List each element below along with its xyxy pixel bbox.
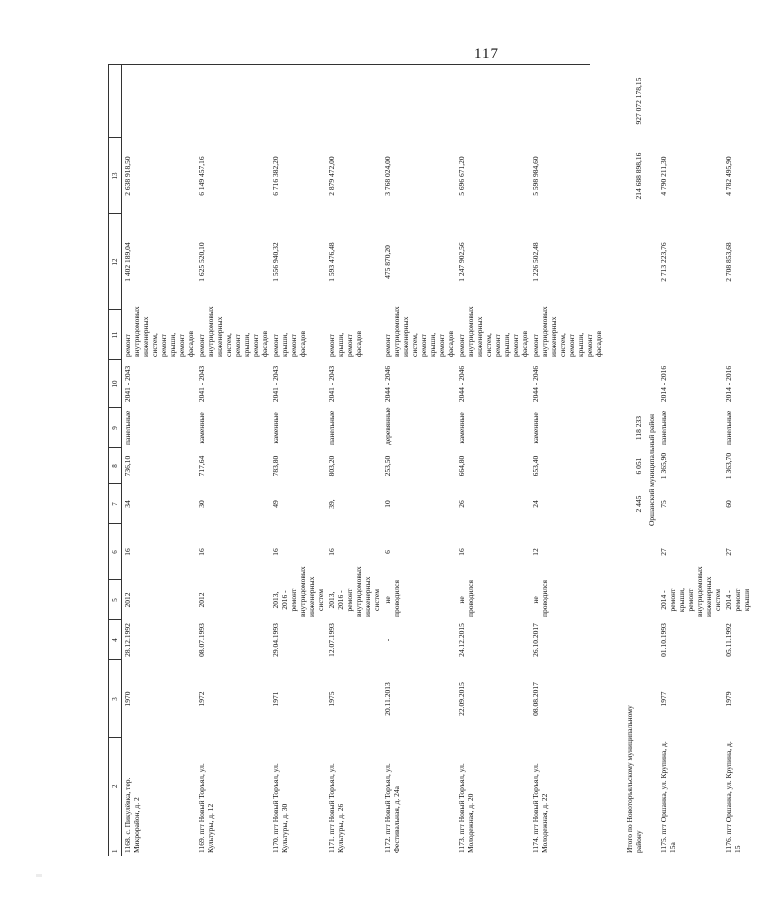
row-address: пгт Новый Торъял, ул. Культуры, д. 30 (271, 763, 289, 853)
table-cell-floors: 12 (531, 548, 540, 556)
col-number: 11 (109, 310, 122, 360)
table-cell-cost-b: 6 149 457,16 (197, 156, 206, 196)
scan-artifact (36, 874, 42, 877)
table-cell-material: деревянные (383, 407, 392, 445)
table-cell-floors: 16 (123, 548, 132, 556)
table-cell-year-built: 1977 (659, 691, 668, 707)
rotated-table-area (108, 64, 751, 856)
table-cell-material: панельные (123, 410, 132, 445)
table-cell-units: 30 (197, 500, 206, 508)
total-cost-a: 214 688 898,16 (634, 152, 643, 200)
table-cell-area: 736,10 (123, 455, 132, 477)
table-cell-period: 2044 - 2046 (383, 365, 392, 403)
table-cell-material: панельные (724, 410, 733, 445)
table-cell-works: ремонт внутридомовых инженерных систем, ремонт крыши, ремонт фасадов (197, 306, 269, 357)
table-cell-units: 49 (271, 500, 280, 508)
table-cell-period: 2044 - 2046 (531, 365, 540, 403)
table-cell-floors: 27 (659, 548, 668, 556)
table-cell-works: ремонт крыши, ремонт фасадов (327, 330, 363, 357)
table-cell-cost-b: 4 790 211,30 (659, 156, 668, 196)
table-cell-area: 253,50 (383, 455, 392, 477)
row-number: 1172. (383, 836, 392, 853)
table-cell-cost-b: 2 638 918,50 (123, 156, 132, 196)
table-cell-cost-a: 1 625 520,10 (197, 242, 206, 282)
table-cell-last-repair: 2013, 2016 - ремонт внутридомовых инженерных систем (271, 566, 325, 617)
table-cell-floors: 16 (271, 548, 280, 556)
table-cell-last-repair: не проводился (531, 580, 549, 617)
table-cell-cost-b: 3 768 024,00 (383, 156, 392, 196)
table-cell-units: 75 (659, 500, 668, 508)
table-cell-year-built: 1970 (123, 691, 132, 707)
table-cell-privatized: 05.11.1992 (724, 623, 733, 657)
table-row (270, 64, 326, 856)
table-cell-cost-b: 6 716 382,20 (271, 156, 280, 196)
row-number: 1175. (659, 836, 668, 853)
table-cell-period: 2044 - 2046 (457, 365, 466, 403)
table-row (723, 64, 771, 856)
total-label: Итого по Новоторъяльскому муниципальному району (625, 705, 643, 853)
table-cell-cost-b: 4 782 495,90 (724, 156, 733, 196)
table-cell-year-built: 1979 (724, 691, 733, 707)
table-cell-area: 653,40 (531, 455, 540, 477)
table-cell-year-built: 1971 (271, 691, 280, 707)
table-cell-cost-b: 5 598 984,60 (531, 156, 540, 196)
table-cell-cost-a: 1 556 940,32 (271, 242, 280, 282)
page-number: 117 (474, 46, 499, 62)
table-cell-area: 717,64 (197, 455, 206, 477)
table-cell-units: 26 (457, 500, 466, 508)
table-cell-address (530, 738, 604, 856)
col-number: 4 (109, 620, 122, 660)
table-cell-cost-a: 2 708 853,68 (724, 242, 733, 282)
total-floors: 2 445 (634, 495, 643, 513)
table-cell-floors: 27 (724, 548, 733, 556)
row-number: 1171. (327, 836, 336, 853)
table-cell-units: 24 (531, 500, 540, 508)
table-cell-year-built: 08.08.2017 (531, 682, 540, 716)
table-cell-floors: 16 (327, 548, 336, 556)
table-cell-area: 664,80 (457, 455, 466, 477)
col-number: 7 (109, 484, 122, 524)
col-number-1-2 (109, 738, 122, 856)
table-row (658, 64, 723, 856)
row-address: пгт Новый Торъял, ул. Культуры, д. 12 (197, 763, 215, 853)
row-number: 1174. (531, 836, 540, 853)
table-cell-material: каменные (197, 412, 206, 444)
table-cell-address (658, 738, 723, 856)
table-body-novotoryal (122, 64, 605, 856)
table-cell-year-built: 22.09.2015 (457, 682, 466, 716)
table-cell-period: 2041 - 2043 (123, 365, 132, 403)
table-body-orshanka (658, 64, 771, 856)
table-cell-address (196, 738, 270, 856)
table-cell-cost-a: 475 870,20 (383, 245, 392, 279)
total-row (604, 64, 644, 856)
table-cell-privatized: - (383, 638, 392, 642)
table-cell-area: 1 365,90 (659, 452, 668, 480)
table-cell-year-built: 1972 (197, 691, 206, 707)
col-number: 8 (109, 448, 122, 484)
district-heading: Оршанский муниципальный район (646, 413, 656, 527)
table-cell-last-repair: 2013, 2016 - ремонт внутридомовых инженерных систем (327, 566, 381, 617)
table-cell-last-repair: не проводился (383, 580, 401, 617)
table-cell-works: ремонт внутридомовых инженерных систем, ремонт крыши, ремонт фасадов (531, 306, 603, 357)
table-cell-address (326, 738, 382, 856)
col-number: 10 (109, 360, 122, 408)
table-row (456, 64, 530, 856)
table-cell-period: 2014 - 2016 (724, 365, 733, 403)
table-cell-floors: 16 (197, 548, 206, 556)
table-cell-units: 60 (724, 500, 733, 508)
table-cell-privatized: 26.10.2017 (531, 623, 540, 657)
column-number-row (109, 64, 122, 856)
col-number: 2 (110, 784, 119, 788)
table-cell-period: 2014 - 2016 (659, 365, 668, 403)
total-units: 6 051 (634, 457, 643, 475)
table-cell-address (270, 738, 326, 856)
table-cell-cost-a: 2 713 223,76 (659, 242, 668, 282)
row-address: пгт Оршанка, ул. Крупина, д. 15а (659, 741, 677, 853)
table-cell-cost-a: 1 402 189,04 (123, 242, 132, 282)
table-cell-last-repair: 2012 (123, 592, 132, 608)
table-cell-year-built: 1975 (327, 691, 336, 707)
table-cell-works: ремонт внутридомовых инженерных систем, ремонт крыши, ремонт фасадов (457, 306, 529, 357)
col-number: 6 (109, 524, 122, 580)
col-number: 9 (109, 408, 122, 448)
table-cell-privatized: 29.04.1993 (271, 623, 280, 657)
table-cell-area: 803,20 (327, 455, 336, 477)
table-cell-last-repair: 2014 - ремонт крыши, ремонт внутридомовых инженерных систем (659, 566, 722, 617)
col-number: 5 (109, 580, 122, 620)
row-number: 1173. (457, 836, 466, 853)
table-cell-material: панельные (327, 410, 336, 445)
table-row (196, 64, 270, 856)
row-address: пгт Новый Торъял, ул. Фестивальная, д. 24а (383, 763, 401, 853)
col-number: 3 (109, 660, 122, 738)
table-cell-floors: 6 (383, 550, 392, 554)
table-cell-works (723, 310, 771, 360)
table-cell-material: панельные (659, 410, 668, 445)
table-cell-material: каменные (531, 412, 540, 444)
table-row (530, 64, 604, 856)
table-cell-period: 2041 - 2043 (327, 365, 336, 403)
table-cell-cost-b: 2 879 472,00 (327, 156, 336, 196)
table-cell-material: каменные (457, 412, 466, 444)
table-cell-cost-a: 1 226 502,48 (531, 242, 540, 282)
table-cell-last-repair: 2012 (197, 592, 206, 608)
row-address: пгт Новый Торъял, ул. Молодежная, д. 22 (531, 763, 549, 853)
table-cell-address (122, 738, 197, 856)
table-row (326, 64, 382, 856)
table-cell-works (658, 310, 723, 360)
table-cell-privatized: 24.12.2015 (457, 623, 466, 657)
table-cell-privatized: 08.07.1993 (197, 623, 206, 657)
row-number: 1169. (197, 836, 206, 853)
table-cell-period: 2041 - 2043 (197, 365, 206, 403)
table-cell-material: каменные (271, 412, 280, 444)
row-number: 1168. (123, 836, 132, 853)
table-cell-privatized: 12.07.1993 (327, 623, 336, 657)
col-number (109, 64, 122, 138)
table-cell-privatized: 28.12.1992 (123, 623, 132, 657)
table-row (122, 64, 197, 856)
table-cell-area: 783,80 (271, 455, 280, 477)
col-number: 13 (109, 138, 122, 214)
table-cell-privatized: 01.10.1993 (659, 623, 668, 657)
table-cell-address (723, 738, 771, 856)
table-cell-units: 39, (327, 499, 336, 509)
col-number: 12 (109, 214, 122, 310)
table-cell-year-built: 20.11.2013 (383, 682, 392, 716)
table-cell-units: 34 (123, 500, 132, 508)
table-cell-last-repair: 2014 - ремонт крыши (724, 588, 751, 612)
repair-program-table (108, 64, 751, 856)
table-cell-period: 2041 - 2043 (271, 365, 280, 403)
district-row (644, 64, 658, 856)
row-number: 1170. (271, 836, 280, 853)
table-cell-address (456, 738, 530, 856)
table-cell-cost-a: 1 593 476,48 (327, 242, 336, 282)
table-cell-area: 1 363,70 (724, 452, 733, 480)
table-cell-floors: 16 (457, 548, 466, 556)
repair-table (108, 64, 771, 856)
row-address: пгт Новый Торъял, ул. Молодежная, д. 20 (457, 763, 475, 853)
table-cell-works: ремонт внутридомовых инженерных систем, ремонт крыши, ремонт фасадов (383, 306, 455, 357)
table-cell-cost-a: 1 247 902,56 (457, 242, 466, 282)
table-cell-address (382, 738, 456, 856)
table-cell-cost-b: 5 696 671,20 (457, 156, 466, 196)
row-address: с. Пикулёвка, тер. Микрорайон, д. 2 (123, 777, 141, 853)
col-number: 1 (110, 849, 119, 853)
table-row (382, 64, 456, 856)
table-cell-last-repair: не проводился (457, 580, 475, 617)
total-cost-b: 927 072 178,15 (634, 77, 643, 125)
table-cell-works: ремонт крыши, ремонт фасадов (271, 330, 307, 357)
total-area: 118 233 (634, 415, 643, 441)
row-address: пгт Новый Торъял, ул. Культуры, д. 26 (327, 763, 345, 853)
row-address: пгт Оршанка, ул. Крупина, д. 15 (724, 741, 742, 853)
row-number: 1176. (724, 836, 733, 853)
table-cell-units: 10 (383, 500, 392, 508)
table-cell-works: ремонт внутридомовых инженерных систем, ремонт крыши, ремонт фасадов (123, 306, 195, 357)
